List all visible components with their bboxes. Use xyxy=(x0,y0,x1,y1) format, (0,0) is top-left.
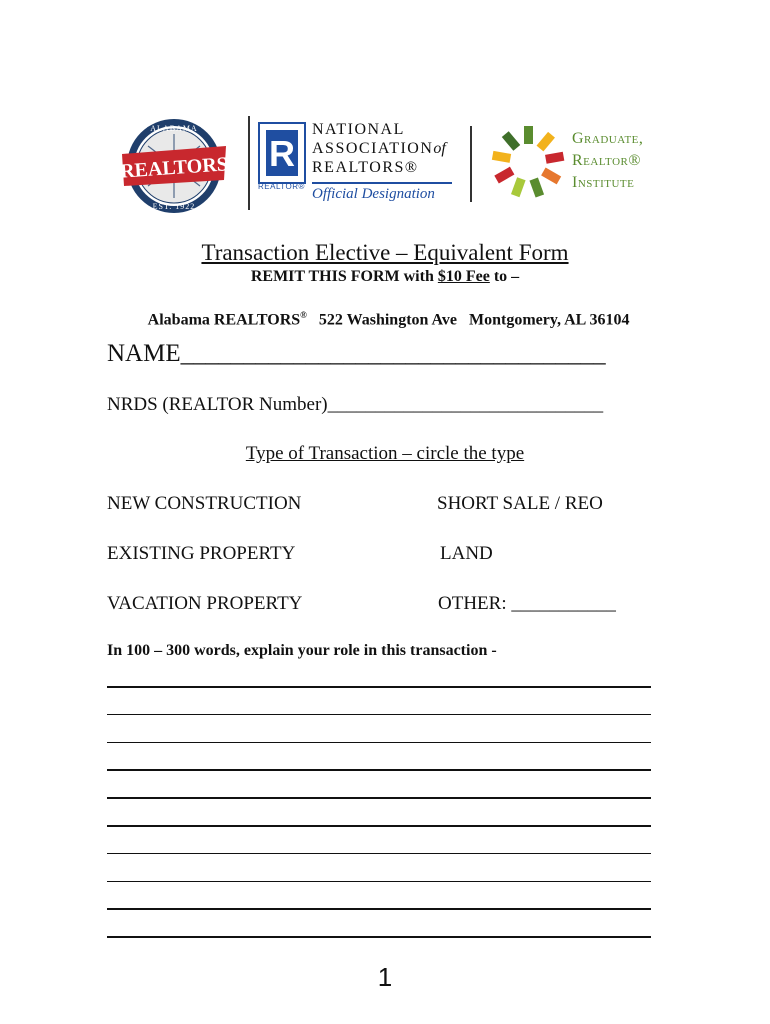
writing-line[interactable] xyxy=(107,936,651,938)
writing-line[interactable] xyxy=(107,825,651,827)
option-other[interactable]: OTHER: ___________ xyxy=(438,593,616,614)
explain-prompt: In 100 – 300 words, explain your role in this transaction - xyxy=(107,642,497,659)
writing-line[interactable] xyxy=(107,881,651,883)
logo-divider xyxy=(470,126,472,202)
seal-realtors-text: REALTORS xyxy=(119,153,229,183)
logo-divider xyxy=(248,116,250,210)
form-title: Transaction Elective – Equivalent Form xyxy=(201,240,569,265)
seal-alabama-text: ALABAMA xyxy=(150,124,198,133)
option-short-sale-reo[interactable]: SHORT SALE / REO xyxy=(437,493,603,514)
gri-logo xyxy=(490,114,660,214)
nrds-field[interactable]: NRDS (REALTOR Number)_____________________________ xyxy=(107,394,604,415)
nar-name-line-2: ASSOCIATIONof xyxy=(312,140,446,157)
writing-line[interactable] xyxy=(107,714,651,716)
nar-name xyxy=(312,120,446,177)
remit-instructions: REMIT THIS FORM with $10 Fee to – xyxy=(250,268,520,285)
nar-r-mark-icon: R xyxy=(258,122,306,184)
writing-line[interactable] xyxy=(107,686,651,688)
option-land[interactable]: LAND xyxy=(440,543,493,564)
page-number: 1 xyxy=(377,962,393,992)
option-existing-property[interactable]: EXISTING PROPERTY xyxy=(107,543,296,564)
nar-official-designation: Official Designation xyxy=(312,186,435,202)
writing-line[interactable] xyxy=(107,797,651,799)
gri-name-line-1: Graduate, xyxy=(572,130,644,147)
writing-line[interactable] xyxy=(107,742,651,744)
writing-line[interactable] xyxy=(107,853,651,855)
transaction-type-heading: Type of Transaction – circle the type xyxy=(245,443,525,464)
gri-name xyxy=(572,128,643,194)
logo-band xyxy=(118,112,658,212)
nar-mark-caption: REALTOR® xyxy=(258,182,305,191)
remit-fee: $10 Fee xyxy=(437,268,490,285)
writing-line[interactable] xyxy=(107,769,651,771)
nar-rule xyxy=(312,182,452,184)
nar-name-line-3: REALTORS® xyxy=(312,159,419,176)
mailing-address: Alabama REALTORS® 522 Washington Ave Montgomery, AL 36104 xyxy=(147,310,630,329)
seal-est-text: EST. 1922 xyxy=(152,202,196,211)
option-vacation-property[interactable]: VACATION PROPERTY xyxy=(107,593,303,614)
alabama-realtors-seal xyxy=(118,116,230,216)
nar-logo xyxy=(258,122,458,212)
gri-name-line-3: Institute xyxy=(572,174,635,191)
writing-line[interactable] xyxy=(107,908,651,910)
gri-star-icon xyxy=(490,120,568,200)
gri-name-line-2: Realtor® xyxy=(572,152,642,169)
nar-name-line-1: NATIONAL xyxy=(312,121,405,138)
option-new-construction[interactable]: NEW CONSTRUCTION xyxy=(107,493,302,514)
name-field[interactable]: NAME__________________________________ xyxy=(107,340,606,367)
